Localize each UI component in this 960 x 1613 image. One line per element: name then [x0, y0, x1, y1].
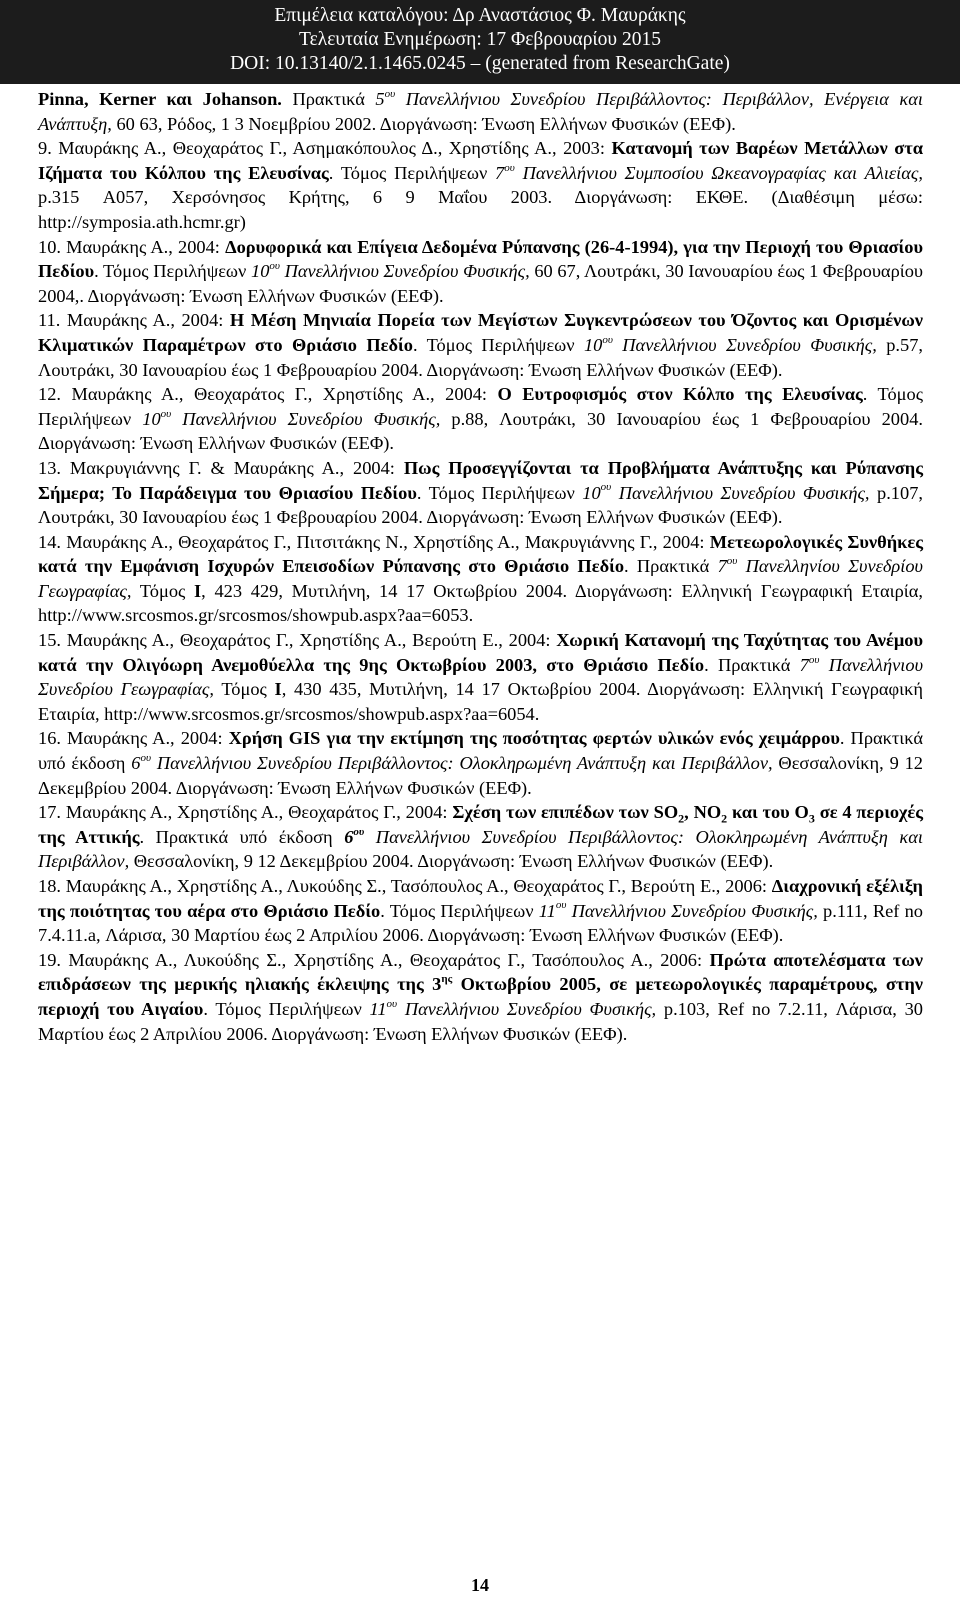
ref-ordinal-sup: ου — [504, 161, 515, 174]
ref-ordinal: 11 — [369, 998, 387, 1019]
ref-number: 10. — [38, 236, 61, 257]
reference-13 — [38, 456, 923, 530]
ref-conference: Πανελλήνιου Συνεδρίου Περιβάλλοντος: Περιβάλλον, Ενέργεια και Ανάπτυξη, — [38, 89, 923, 134]
ref-conference: Πανελλήνιου Συνεδρίου Γεωγραφίας, — [38, 654, 924, 700]
ref-number: 9. — [38, 138, 52, 159]
ref-details: p.57, Λουτράκι, 30 Ιανουαρίου έως 1 Φεβρουαρίου 2004. Διοργάνωση: Ένωση Ελλήνων Φυσικών (ΕΕΦ). — [38, 334, 923, 380]
ref-conference: Πανελλήνιου Συνεδρίου Φυσικής, — [566, 900, 818, 921]
ref-number: 18. — [38, 876, 61, 896]
ref-number: 15. — [38, 630, 61, 651]
reference-9 — [38, 136, 923, 234]
ref-text: . Τόμος Περιλήψεων — [416, 482, 583, 503]
ref-details: p.103, Ref no 7.2.11, Λάρισα, 30 Μαρτίου έως 2 Απριλίου 2006. Διοργάνωση: Ένωση Ελλήνων Φυσικών (ΕΕΦ). — [38, 998, 924, 1044]
ref-details: p.315 Α057, Χερσόνησος Κρήτης, 6 9 Μαΐου 2003. Διοργάνωση: ΕΚΘΕ. (Διαθέσιμη μέσω: http://symposia.ath.hcmr.gr) — [38, 187, 923, 232]
ref-title: Ο Ευτροφισμός στον Κόλπο της Ελευσίνας — [497, 384, 863, 405]
ref-ordinal: 11 — [538, 900, 556, 921]
ref-title: Κατανομή των Βαρέων Μετάλλων στα Ιζήματα του Κόλπου της Ελευσίνας — [38, 138, 923, 183]
banner-update-line: Τελευταία Ενημέρωση: 17 Φεβρουαρίου 2015 — [299, 29, 661, 50]
ref-ordinal-sup: ου — [386, 997, 398, 1010]
ref-title-part: Σχέση των επιπέδων των SO — [452, 802, 679, 823]
ref-ordinal-sup: ου — [808, 653, 820, 666]
ref-number: 16. — [38, 728, 61, 749]
ref-title: Διαχρονική εξέλιξη της ποιότητας του αέρα στο Θριάσιο Πεδίο — [38, 876, 923, 921]
ref-authors: Μαυράκης Α., Χρηστίδης Α., Θεοχαράτος Γ., 2004: — [61, 802, 453, 823]
ref-volume: Ι — [194, 580, 202, 601]
ref-ordinal-sup: ου — [353, 825, 365, 838]
banner-curator-line: Επιμέλεια καταλόγου: Δρ Αναστάσιος Φ. Μαυράκης — [274, 5, 686, 26]
banner-doi-line: DOI: 10.13140/2.1.1465.0245 – (generated from ResearchGate) — [230, 53, 730, 74]
ref-number: 19. — [38, 949, 61, 970]
ref-text: . Τόμος Περιλήψεων — [328, 162, 496, 183]
ref-authors: Μαυράκης Α., Χρηστίδης Α., Λυκούδης Σ., Τασόπουλος Α., Θεοχαράτος Γ., Βερούτη Ε., 2006: — [61, 876, 772, 896]
ref-details: , 430 435, Μυτιλήνη, 14 17 Οκτωβρίου 2004. Διοργάνωση: Ελληνική Γεωγραφική Εταιρία, http://www.srcosmos.gr/srcosmos/showpub.aspx?aa=6054. — [38, 679, 923, 724]
ref-authors: Μαυράκης Α., Θεοχαράτος Γ., Χρηστίδης Α., 2004: — [61, 384, 498, 405]
ref-title: Μετεωρολογικές Συνθήκες κατά την Εμφάνιση Ισχυρών Επεισοδίων Ρύπανσης στο Θριάσιο Πεδίο — [38, 531, 923, 577]
ref-volume-label: Τόμος — [131, 580, 194, 601]
ref-text: . Τόμος Περιλήψεων — [412, 334, 584, 355]
ref-title-subscript: 3 — [808, 811, 815, 826]
ref-volume: Ι — [274, 679, 282, 700]
ref-details: Θεσσαλονίκη, 9 12 Δεκεμβρίου 2004. Διοργάνωση: Ένωση Ελλήνων Φυσικών (ΕΕΦ). — [38, 753, 923, 798]
reference-18 — [38, 874, 923, 948]
ref-title: Χωρική Κατανομή της Ταχύτητας του Ανέμου κατά την Ολιγόωρη Ανεμοθύελλα της 9ης Οκτωβρίου 2003, στο Θριάσιο Πεδίο — [38, 630, 923, 675]
ref-text: . Πρακτικά — [704, 654, 800, 675]
ref-title: Η Μέση Μηνιαία Πορεία των Μεγίστων Συγκεντρώσεων του Όζοντος και Ορισμένων Κλιματικών Παραμέτρων στο Θριάσιο Πεδίο — [38, 310, 923, 355]
ref-ordinal: 10 — [142, 408, 161, 429]
ref-ordinal: 6 — [344, 826, 354, 847]
ref-text: . Πρακτικά — [624, 556, 718, 577]
ref-number: 17. — [38, 802, 61, 823]
ref-title-part: Οκτωβρίου 2005, σε μετεωρολογικές παραμέτρους, στην περιοχή του Αιγαίου — [38, 974, 923, 1019]
ref-number: 12. — [38, 384, 61, 405]
ref-authors: Μαυράκης Α., 2004: — [60, 310, 230, 331]
ref-text: Πρακτικά — [281, 89, 376, 109]
reference-15 — [38, 628, 923, 726]
ref-details: p.107, Λουτράκι, 30 Ιανουαρίου έως 1 Φεβρουαρίου 2004. Διοργάνωση: Ένωση Ελλήνων Φυσικών (ΕΕΦ). — [38, 482, 923, 528]
ref-ordinal-sup: ου — [555, 899, 567, 912]
reference-12 — [38, 382, 923, 456]
ref-title: Χρήση GIS για την εκτίμηση της ποσότητας φερτών υλικών ενός χειμάρρου — [228, 728, 840, 749]
ref-ordinal-sup: ου — [269, 260, 280, 273]
ref-conference: Πανελλήνιου Συμποσίου Ωκεανογραφίας και Αλιείας, — [514, 162, 923, 183]
ref-conference: Πανελλήνιου Συνεδρίου Φυσικής, — [612, 334, 877, 355]
page-number: 14 — [471, 1575, 489, 1595]
ref-volume-label: Τόμος — [214, 679, 275, 700]
ref-number: 13. — [38, 457, 61, 478]
ref-details: 60 63, Ρόδος, 1 3 Νοεμβρίου 2002. Διοργάνωση: Ένωση Ελλήνων Φυσικών (ΕΕΦ). — [111, 113, 736, 134]
reference-19 — [38, 948, 923, 1046]
reference-10 — [38, 235, 923, 309]
ref-authors: Pinna, Kerner και Johanson. — [38, 89, 282, 109]
ref-ordinal-sup: ου — [600, 481, 612, 494]
ref-authors: Μαυράκης Α., Λυκούδης Σ., Χρηστίδης Α., Θεοχαράτος Γ., Τασόπουλος Α., 2006: — [61, 949, 710, 970]
ref-ordinal-sup: ου — [726, 555, 738, 568]
researchgate-banner — [0, 0, 960, 84]
ref-authors: Μακρυγιάννης Γ. & Μαυράκης Α., 2004: — [61, 457, 404, 478]
ref-ordinal: 7 — [799, 654, 809, 675]
ref-ordinal: 7 — [495, 162, 505, 183]
reference-14 — [38, 530, 923, 628]
ref-ordinal: 10 — [251, 261, 270, 282]
ref-title-part: Πρώτα αποτελέσματα των επιδράσεων της μερικής ηλιακής έκλειψης της 3 — [38, 949, 924, 995]
ref-ordinal: 7 — [717, 556, 727, 577]
reference-11 — [38, 308, 923, 382]
ref-details: 60 67, Λουτράκι, 30 Ιανουαρίου έως 1 Φεβρουαρίου 2004,. Διοργάνωση: Ένωση Ελλήνων Φυσικών (ΕΕΦ). — [38, 261, 923, 306]
ref-conference: Πανελλήνιου Συνεδρίου Φυσικής, — [171, 408, 441, 429]
ref-text: . Τόμος Περιλήψεων — [38, 384, 924, 429]
ref-title-part: , NO — [684, 802, 722, 823]
ref-authors: Μαυράκης Α., Θεοχαράτος Γ., Χρηστίδης Α., Βερούτη Ε., 2004: — [61, 630, 557, 651]
ref-ordinal: 5 — [375, 89, 385, 109]
ref-number: 14. — [38, 531, 61, 552]
ref-conference: Πανελλήνιου Συνεδρίου Περιβάλλοντος: Ολοκληρωμένη Ανάπτυξη και Περιβάλλον, — [38, 826, 923, 872]
ref-conference: Πανελληνίου Συνεδρίου Γεωγραφίας, — [38, 556, 924, 601]
ref-authors: Μαυράκης Α., 2004: — [61, 236, 226, 257]
ref-title-part: και του O — [727, 802, 809, 823]
ref-ordinal-sup: ου — [140, 751, 151, 764]
ref-title: Δορυφορικά και Επίγεια Δεδομένα Ρύπανσης (26-4-1994), για την Περιοχή του Θριασίου Πεδίου — [38, 236, 923, 282]
reference-8-continuation — [38, 87, 923, 136]
ref-text: . Τόμος Περιλήψεων — [203, 998, 370, 1019]
ref-title-subscript: 2 — [721, 811, 728, 826]
ref-ordinal-sup: ου — [160, 407, 172, 420]
ref-text: . Τόμος Περιλήψεων — [380, 900, 539, 921]
ref-details: p.111, Ref no 7.4.11.a, Λάρισα, 30 Μαρτίου έως 2 Απριλίου 2006. Διοργάνωση: Ένωση Ελλήνων Φυσικών (ΕΕΦ). — [38, 900, 923, 946]
ref-details: , 423 429, Μυτιλήνη, 14 17 Οκτωβρίου 2004. Διοργάνωση: Ελληνική Γεωγραφική Εταιρία, http://www.srcosmos.gr/srcosmos/showpub.aspx?aa=6053. — [38, 580, 923, 626]
ref-ordinal: 10 — [583, 334, 603, 355]
ref-ordinal-sup: ου — [602, 333, 613, 346]
ref-authors: Μαυράκης Α., Θεοχαράτος Γ., Πιτσιτάκης Ν., Χρηστίδης Α., Μακρυγιάννης Γ., 2004: — [61, 531, 710, 552]
ref-ordinal: 6 — [131, 753, 141, 774]
ref-number: 11. — [38, 310, 61, 331]
ref-authors: Μαυράκης Α., 2004: — [61, 728, 229, 749]
ref-title-subscript: 2 — [678, 811, 685, 826]
ref-title-sup: ης — [441, 973, 453, 986]
ref-conference: Πανελλήνιου Συνεδρίου Φυσικής, — [279, 261, 530, 282]
ref-conference: Πανελλήνιου Συνεδρίου Φυσικής, — [397, 998, 657, 1019]
ref-details: p.88, Λουτράκι, 30 Ιανουαρίου έως 1 Φεβρουαρίου 2004. Διοργάνωση: Ένωση Ελλήνων Φυσικών (ΕΕΦ). — [38, 408, 923, 454]
ref-authors: Μαυράκης Α., Θεοχαράτος Γ., Ασημακόπουλος Δ., Χρηστίδης Α., 2003: — [51, 138, 612, 159]
reference-17 — [38, 800, 923, 874]
ref-text: . Πρακτικά υπό έκδοση — [139, 826, 345, 847]
ref-conference: Πανελλήνιου Συνεδρίου Περιβάλλοντος: Ολοκληρωμένη Ανάπτυξη και Περιβάλλον, — [151, 753, 773, 774]
ref-ordinal: 10 — [582, 482, 601, 503]
ref-text: . Πρακτικά υπό έκδοση — [38, 728, 923, 774]
ref-details: Θεσσαλονίκη, 9 12 Δεκεμβρίου 2004. Διοργάνωση: Ένωση Ελλήνων Φυσικών (ΕΕΦ). — [129, 851, 774, 872]
reference-16 — [38, 726, 923, 800]
ref-title: Πως Προσεγγίζονται τα Προβλήματα Ανάπτυξης και Ρύπανσης Σήμερα; Το Παράδειγμα του Θριασίου Πεδίου — [38, 457, 923, 503]
ref-title-part: σε 4 περιοχές της Αττικής — [38, 802, 923, 847]
ref-conference: Πανελλήνιου Συνεδρίου Φυσικής, — [611, 482, 870, 503]
ref-ordinal-sup: ου — [384, 87, 396, 100]
reference-list — [38, 87, 923, 1046]
ref-text: . Τόμος Περιλήψεων — [94, 261, 251, 282]
